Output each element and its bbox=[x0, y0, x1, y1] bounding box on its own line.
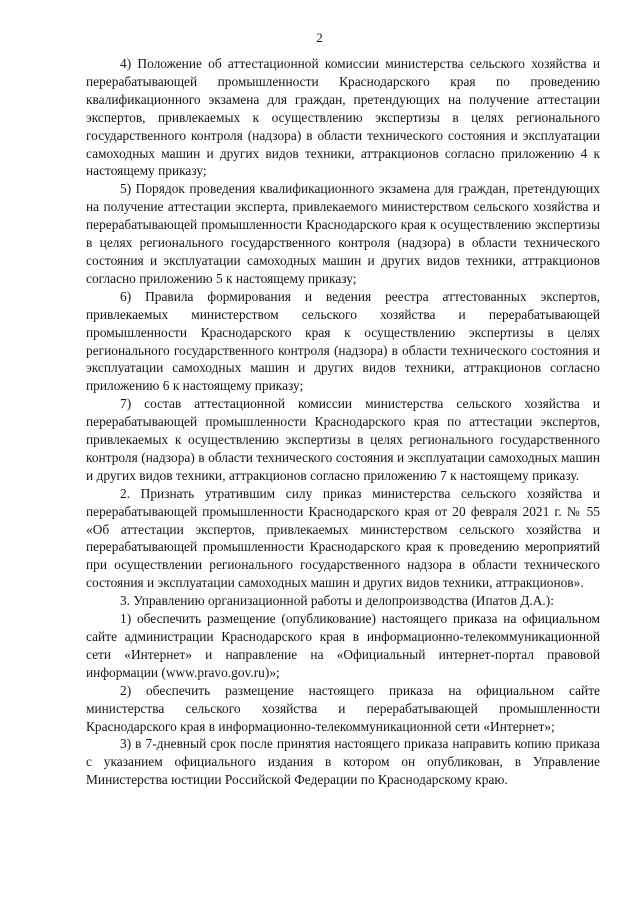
paragraph-section-3-item-1: 1) обеспечить размещение (опубликование) настоящего приказа на официальном сайте администрации Краснодарского края в информационно-телекоммуникационной сети «Интернет» и направление на «Официальный интернет-портал правовой информации (www.pravo.gov.ru)»; bbox=[86, 611, 600, 680]
paragraph-item-5: 5) Порядок проведения квалификационного экзамена для граждан, претендующих на получение аттестации эксперта, привлекаемого министерством сельского хозяйства и перерабатывающей промышленности Краснодарского края к осуществлению экспертизы в целях регионального государственного контроля (надзора) в области технического состояния и эксплуатации самоходных машин и других видов техники, аттракционов согласно приложению 5 к настоящему приказу; bbox=[86, 181, 600, 286]
paragraph-section-2: 2. Признать утратившим силу приказ министерства сельского хозяйства и перерабатывающей промышленности Краснодарского края от 20 февраля 2021 г. № 55 «Об аттестации экспертов, привлекаемых министерством сельского хозяйства и перерабатывающей промышленности Краснодарского края к проведению мероприятий при осуществлении регионального государственного надзора в области технического состояния и эксплуатации самоходных машин и других видов техники, аттракционов». bbox=[86, 485, 600, 591]
page-number: 2 bbox=[316, 30, 323, 45]
paragraph-item-7: 7) состав аттестационной комиссии министерства сельского хозяйства и перерабатывающей промышленности Краснодарского края по аттестации экспертов, привлекаемых к осуществлению экспертизы в целях регионального государственного контроля (надзора) в области технического состояния и эксплуатации самоходных машин и других видов техники, аттракционов согласно приложению 7 к настоящему приказу. bbox=[86, 396, 600, 483]
paragraph-item-6: 6) Правила формирования и ведения реестра аттестованных экспертов, привлекаемых министерством сельского хозяйства и перерабатывающей промышленности Краснодарского края к осуществлению экспертизы в целях регионального государственного контроля (надзора) в области технического состояния и эксплуатации самоходных машин и других видов техники, аттракционов согласно приложению 6 к настоящему приказу; bbox=[86, 288, 600, 394]
paragraph-section-3-item-2: 2) обеспечить размещение настоящего приказа на официальном сайте министерства сельского хозяйства и перерабатывающей промышленности Краснодарского края в информационно-телекоммуникационной сети «Интернет»; bbox=[86, 682, 600, 734]
paragraph-section-3: 3. Управлению организационной работы и делопроизводства (Ипатов Д.А.): bbox=[120, 593, 554, 609]
paragraph-item-4: 4) Положение об аттестационной комиссии министерства сельского хозяйства и перерабатывающей промышленности Краснодарского края по проведению квалификационного экзамена для граждан, претендующих на получение аттестации экспертов, привлекаемых к осуществлению экспертизы в целях регионального государственного контроля (надзора) в области технического состояния и эксплуатации самоходных машин и других видов техники, аттракционов согласно приложению 4 к настоящему приказу; bbox=[86, 56, 600, 179]
document-body bbox=[86, 55, 600, 789]
paragraph-section-3-item-3: 3) в 7-дневный срок после принятия настоящего приказа направить копию приказа с указанием официального издания в котором он опубликован, в Управление Министерства юстиции Российской Федерации по Краснодарскому краю. bbox=[86, 736, 600, 788]
